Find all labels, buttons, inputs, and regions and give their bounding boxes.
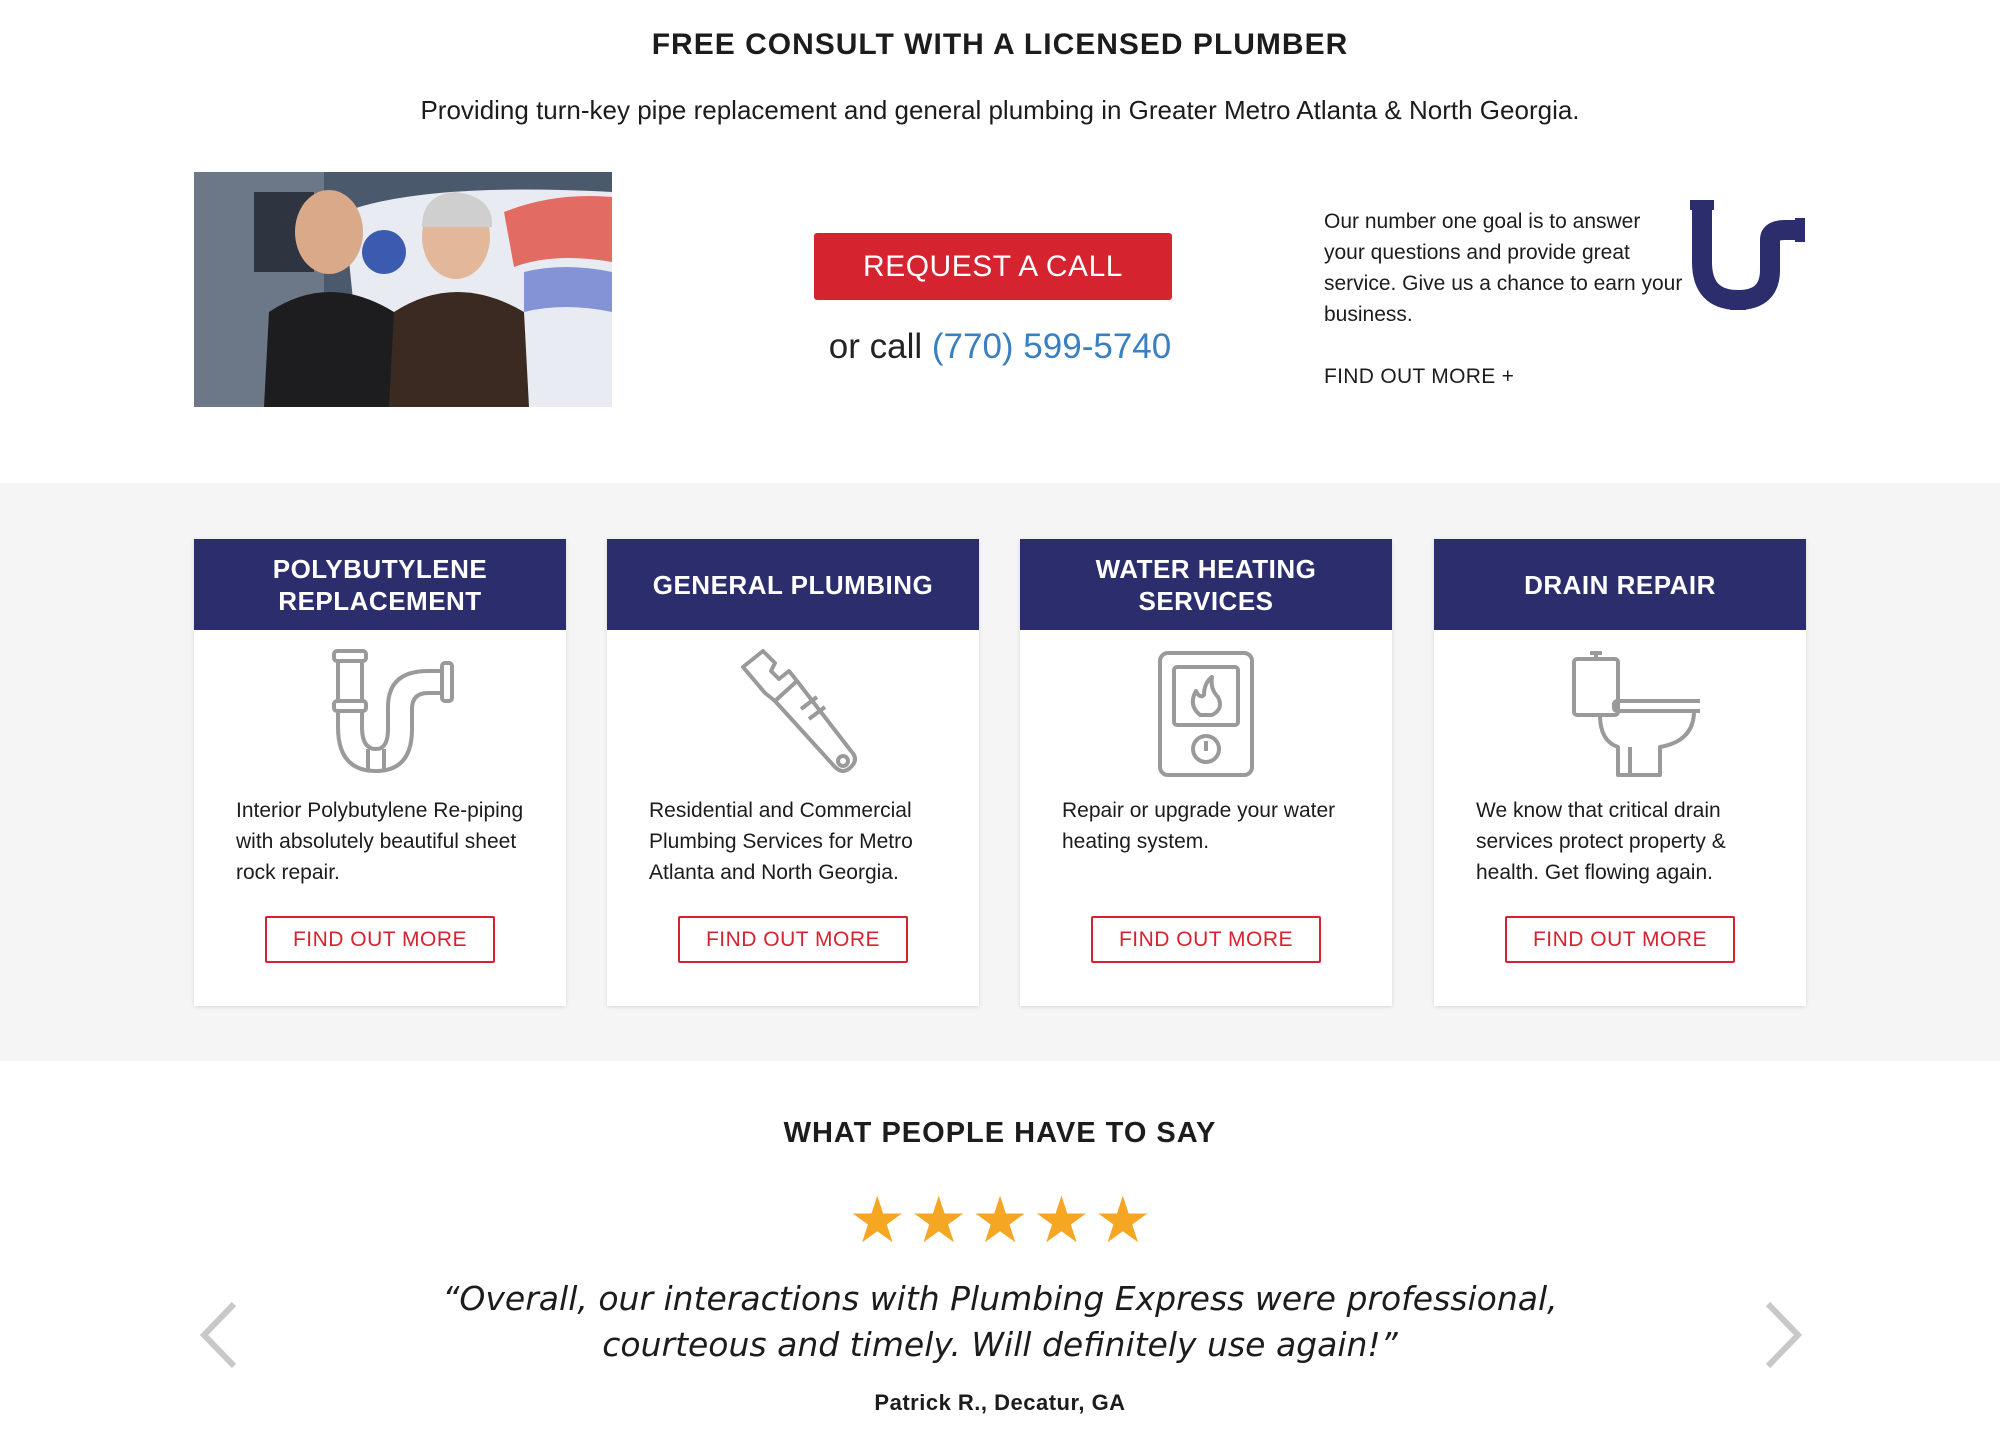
star-icon: ★	[1032, 1184, 1091, 1256]
water-heater-icon	[1126, 649, 1286, 779]
wrench-icon	[713, 649, 873, 779]
page-title: FREE CONSULT WITH A LICENSED PLUMBER	[651, 28, 1349, 61]
chevron-right-icon[interactable]	[1762, 1300, 1806, 1370]
find-out-more-link[interactable]: FIND OUT MORE +	[1324, 365, 1515, 388]
page-subtitle: Providing turn-key pipe replacement and general plumbing in Greater Metro Atlanta & North Georgia.	[420, 95, 1580, 125]
testimonial-quote: “Overall, our interactions with Plumbing Express were professional, courteous and timely. Will definitely use again!”	[442, 1279, 1558, 1364]
team-photo	[194, 172, 612, 407]
call-prefix: or call	[828, 327, 923, 366]
service-card-description: Repair or upgrade your water heating system.	[1062, 799, 1336, 853]
star-rating	[0, 1185, 2000, 1255]
star-icon: ★	[1094, 1184, 1152, 1256]
call-line	[780, 327, 1220, 367]
service-card-title: WATER HEATING SERVICES	[1020, 539, 1392, 630]
service-card-title: DRAIN REPAIR	[1434, 539, 1806, 630]
service-card-title: GENERAL PLUMBING	[607, 539, 979, 630]
find-out-more-button[interactable]: FIND OUT MORE	[1505, 916, 1735, 963]
find-out-more-button[interactable]: FIND OUT MORE	[265, 916, 495, 963]
service-card-drain-repair	[1434, 539, 1806, 1006]
chevron-left-icon[interactable]	[196, 1300, 240, 1370]
find-out-more-button[interactable]: FIND OUT MORE	[1091, 916, 1321, 963]
phone-link[interactable]: (770) 599-5740	[931, 327, 1172, 366]
toilet-icon	[1540, 649, 1700, 779]
service-card-description: We know that critical drain services protect property & health. Get flowing again.	[1476, 799, 1726, 884]
star-icon: ★	[971, 1184, 1029, 1256]
service-card-polybutylene	[194, 539, 566, 1006]
pipe-icon	[300, 649, 460, 779]
service-card-description: Interior Polybutylene Re-piping with absolutely beautiful sheet rock repair.	[236, 799, 524, 884]
service-card-water-heating	[1020, 539, 1392, 1006]
testimonials-title: WHAT PEOPLE HAVE TO SAY	[783, 1117, 1217, 1149]
star-icon: ★	[909, 1184, 968, 1256]
pipe-logo-icon	[1690, 200, 1805, 312]
service-card-title: POLYBUTYLENE REPLACEMENT	[194, 539, 566, 630]
goal-text: Our number one goal is to answer your questions and provide great service. Give us a chance to earn your business.	[1324, 210, 1683, 326]
testimonial-author: Patrick R., Decatur, GA	[874, 1390, 1126, 1415]
service-card-description: Residential and Commercial Plumbing Services for Metro Atlanta and North Georgia.	[649, 799, 913, 884]
service-card-general-plumbing	[607, 539, 979, 1006]
request-call-button[interactable]: REQUEST A CALL	[814, 233, 1172, 300]
star-icon: ★	[848, 1184, 906, 1256]
find-out-more-button[interactable]: FIND OUT MORE	[678, 916, 908, 963]
